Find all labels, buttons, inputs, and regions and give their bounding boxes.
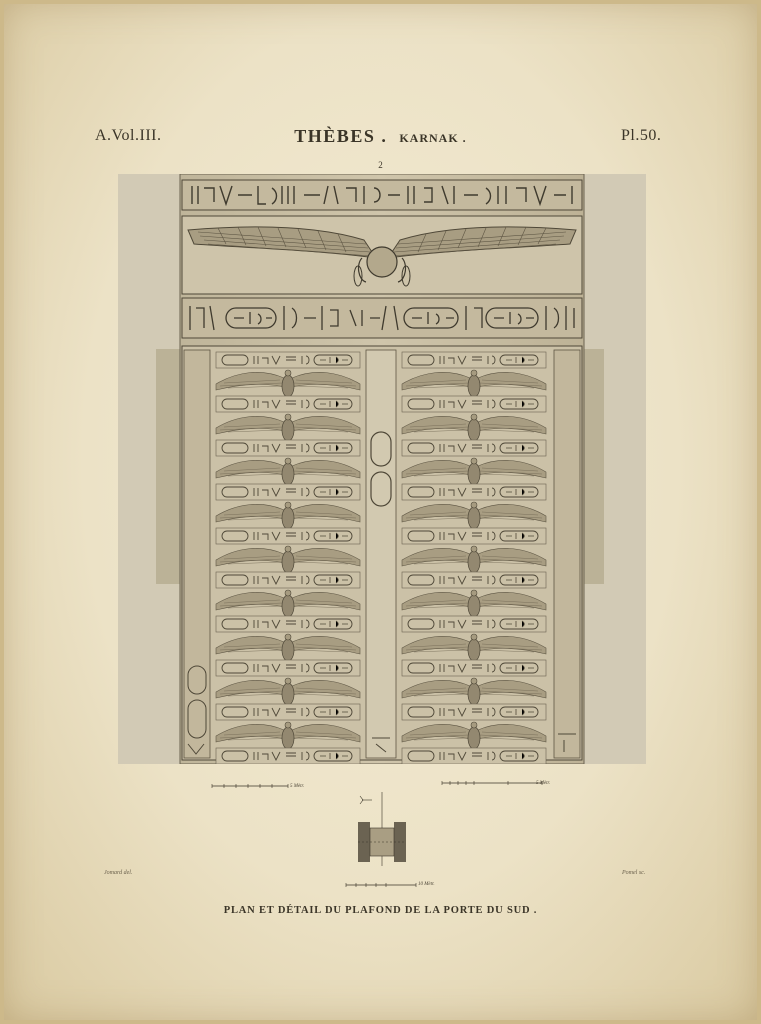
scale-label-bottom: 10 Mètr. xyxy=(418,882,435,887)
plate-caption: PLAN ET DÉTAIL DU PLAFOND DE LA PORTE DU SUD . xyxy=(223,905,538,916)
draughtsman-credit: Jomard del. xyxy=(104,870,133,876)
figure-number: 2 xyxy=(378,160,383,170)
gate-plan xyxy=(352,790,412,868)
ceiling-engraving xyxy=(118,174,646,764)
volume-label: A.Vol.III. xyxy=(95,127,162,144)
title-thebes: THÈBES . xyxy=(294,126,388,146)
title-karnak: KARNAK . xyxy=(399,131,467,145)
scale-bar-right xyxy=(440,778,550,792)
engraver-credit: Pomel sc. xyxy=(622,870,646,876)
scale-label-left: 5 Mètr. xyxy=(290,784,305,789)
scale-label-right: 5 Mètr. xyxy=(536,781,551,786)
plate-number: Pl.50. xyxy=(621,127,662,144)
